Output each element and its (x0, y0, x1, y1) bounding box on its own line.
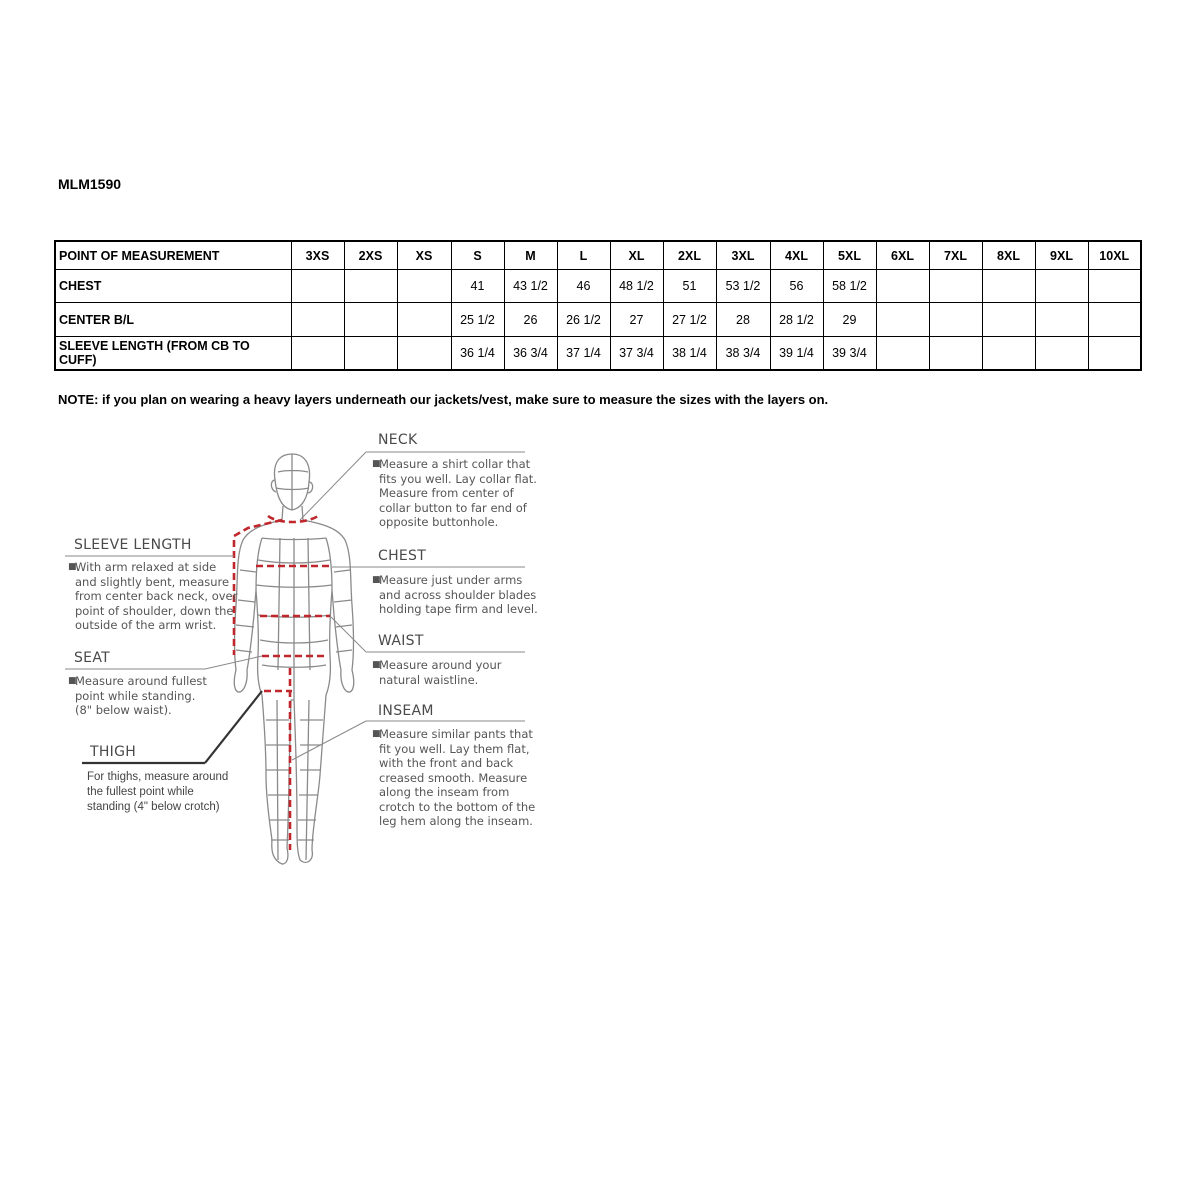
table-cell (1088, 337, 1141, 371)
header-size-3xs: 3XS (291, 241, 344, 270)
header-size-3xl: 3XL (716, 241, 770, 270)
table-cell: 25 1/2 (451, 303, 504, 337)
product-code: MLM1590 (58, 176, 122, 192)
table-cell: 48 1/2 (610, 270, 663, 303)
table-cell: 38 1/4 (663, 337, 716, 371)
seat-title: SEAT (74, 650, 110, 666)
table-cell: 51 (663, 270, 716, 303)
table-cell (291, 303, 344, 337)
table-cell: 37 1/4 (557, 337, 610, 371)
table-cell (1088, 270, 1141, 303)
header-size-s: S (451, 241, 504, 270)
table-cell (291, 337, 344, 371)
table-cell (982, 303, 1035, 337)
row-label: CHEST (55, 270, 291, 303)
body-outline (234, 454, 353, 864)
table-cell (344, 270, 397, 303)
table-cell: 26 1/2 (557, 303, 610, 337)
table-cell (876, 303, 929, 337)
table-cell: 36 1/4 (451, 337, 504, 371)
header-size-10xl: 10XL (1088, 241, 1141, 270)
table-cell: 39 3/4 (823, 337, 876, 371)
table-cell (929, 337, 982, 371)
table-cell: 58 1/2 (823, 270, 876, 303)
table-cell: 28 1/2 (770, 303, 823, 337)
table-cell (344, 337, 397, 371)
table-cell (929, 270, 982, 303)
table-header-row (55, 241, 1141, 270)
table-cell (397, 337, 451, 371)
header-size-5xl: 5XL (823, 241, 876, 270)
waist-title: WAIST (378, 633, 424, 649)
table-cell (1035, 270, 1088, 303)
table-cell: 38 3/4 (716, 337, 770, 371)
sleeve-length-description: ■ With arm relaxed at side and slightly bent, measure from center back neck, over point of shoulder, down the outside of the arm wrist. (68, 560, 238, 632)
layering-note: NOTE: if you plan on wearing a heavy layers underneath our jackets/vest, make sure to measure the sizes with the layers on. (58, 392, 829, 407)
inseam-description: ■ Measure similar pants that fit you well. Lay them flat, with the front and back creased smooth. Measure along the inseam from crotch to the bottom of the leg hem along the inseam. (372, 727, 536, 828)
table-cell: 43 1/2 (504, 270, 557, 303)
table-cell (982, 337, 1035, 371)
row-label: CENTER B/L (55, 303, 291, 337)
table-row (55, 303, 1141, 337)
seat-description: ■ Measure around fullest point while standing. (8" below waist). (68, 674, 207, 717)
header-size-l: L (557, 241, 610, 270)
table-cell: 27 1/2 (663, 303, 716, 337)
table-cell (876, 270, 929, 303)
table-cell (929, 303, 982, 337)
table-cell (1088, 303, 1141, 337)
header-size-xs: XS (397, 241, 451, 270)
inseam-title: INSEAM (378, 703, 434, 719)
table-cell (344, 303, 397, 337)
table-row (55, 270, 1141, 303)
sleeve-length-title: SLEEVE LENGTH (74, 537, 192, 553)
size-chart-table (54, 240, 1142, 371)
header-size-2xl: 2XL (663, 241, 716, 270)
table-cell: 29 (823, 303, 876, 337)
table-row (55, 337, 1141, 371)
table-cell (397, 270, 451, 303)
table-cell (876, 337, 929, 371)
chest-title: CHEST (378, 548, 427, 564)
table-cell: 27 (610, 303, 663, 337)
header-size-9xl: 9XL (1035, 241, 1088, 270)
table-cell: 37 3/4 (610, 337, 663, 371)
header-size-8xl: 8XL (982, 241, 1035, 270)
thigh-description: For thighs, measure around the fullest point while standing (4" below crotch) (87, 771, 229, 813)
header-size-4xl: 4XL (770, 241, 823, 270)
table-cell: 26 (504, 303, 557, 337)
table-cell: 53 1/2 (716, 270, 770, 303)
header-size-m: M (504, 241, 557, 270)
table-cell (1035, 303, 1088, 337)
table-cell (291, 270, 344, 303)
table-cell: 41 (451, 270, 504, 303)
neck-title: NECK (378, 432, 418, 448)
header-size-2xs: 2XS (344, 241, 397, 270)
header-size-xl: XL (610, 241, 663, 270)
row-label: SLEEVE LENGTH (FROM CB TO CUFF) (55, 337, 291, 371)
neck-description: ■ Measure a shirt collar that fits you well. Lay collar flat. Measure from center of collar button to far end of opposite buttonhole. (372, 457, 537, 529)
table-cell: 28 (716, 303, 770, 337)
table-cell (397, 303, 451, 337)
table-cell (1035, 337, 1088, 371)
table-cell: 56 (770, 270, 823, 303)
header-size-6xl: 6XL (876, 241, 929, 270)
table-cell (982, 270, 1035, 303)
chest-description: ■ Measure just under arms and across shoulder blades holding tape firm and level. (372, 573, 538, 616)
table-cell: 36 3/4 (504, 337, 557, 371)
table-cell: 46 (557, 270, 610, 303)
header-point-of-measurement: POINT OF MEASUREMENT (55, 241, 291, 270)
header-size-7xl: 7XL (929, 241, 982, 270)
waist-description: ■ Measure around your natural waistline. (372, 658, 502, 687)
thigh-title: THIGH (90, 744, 137, 760)
table-cell: 39 1/4 (770, 337, 823, 371)
measurement-guide (0, 420, 560, 890)
